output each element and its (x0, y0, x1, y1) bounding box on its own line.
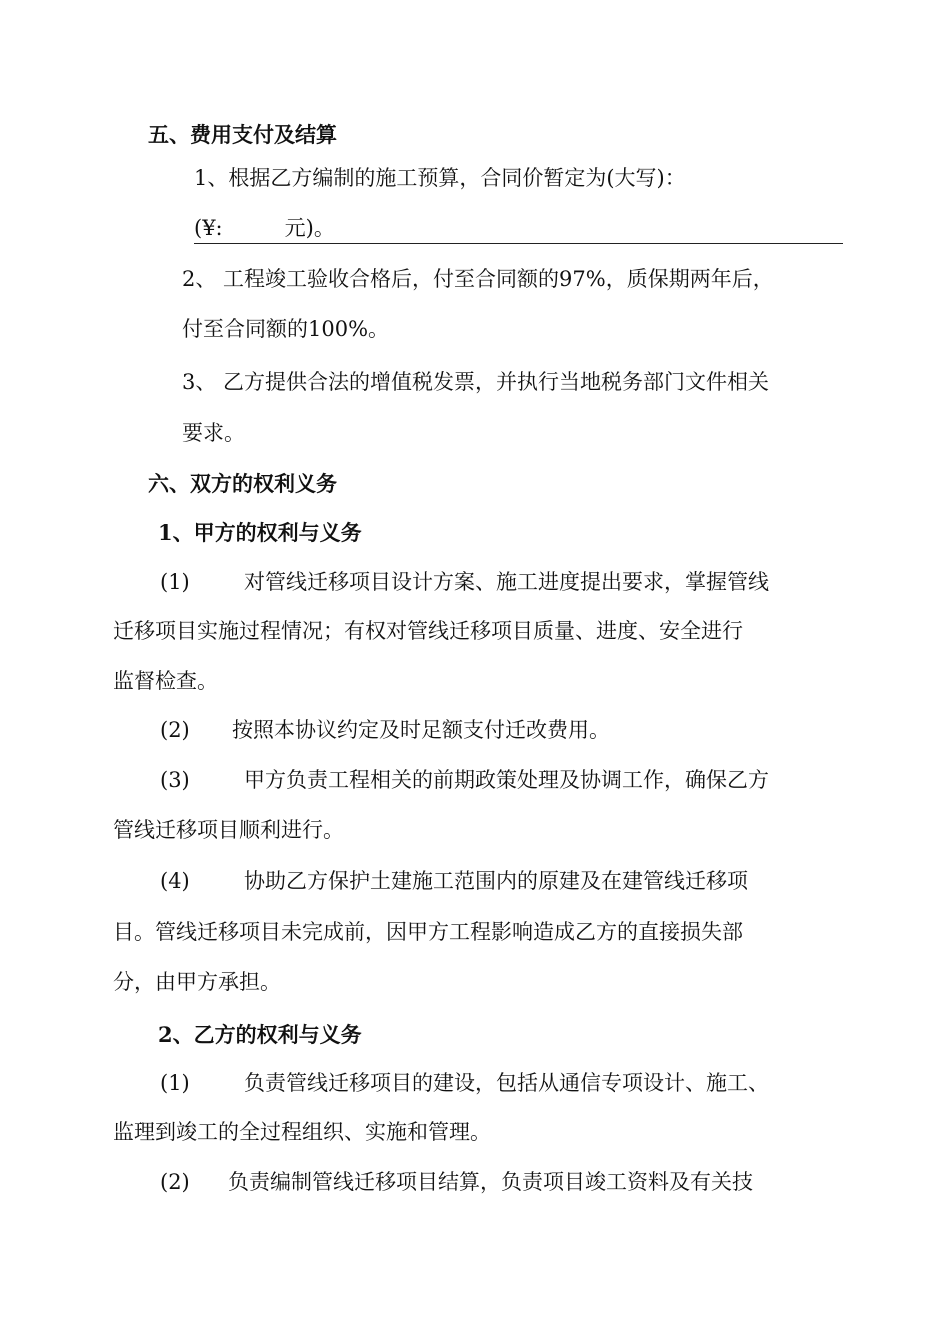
a-item-3-line-1 (160, 770, 769, 791)
price-suffix: 元)。 (284, 216, 335, 240)
price-underline (194, 243, 843, 244)
b-item-1-text: 负责管线迁移项目的建设，包括从通信专项设计、施工、 (244, 1071, 769, 1095)
b-item-1-line-2: 监理到竣工的全过程组织、实施和管理。 (113, 1120, 491, 1144)
b-item-2-number: (2) (160, 1170, 190, 1194)
a-item-4-text: 协助乙方保护土建施工范围内的原建及在建管线迁移项 (244, 869, 748, 893)
a-item-1-text: 对管线迁移项目设计方案、施工进度提出要求，掌握管线 (244, 570, 769, 594)
b-item-1-line-1 (160, 1073, 769, 1094)
a-item-4-line-1 (160, 871, 748, 892)
s5-item-1-line-1: 1、根据乙方编制的施工预算，合同价暂定为(大写)： (194, 166, 686, 190)
a-item-1-line-1 (160, 572, 769, 593)
a-item-4-number: (4) (160, 869, 190, 893)
a-item-1-line-2: 迁移项目实施过程情况；有权对管线迁移项目质量、进度、安全进行 (113, 619, 743, 643)
s5-item-3-line-1: 3、 乙方提供合法的增值税发票，并执行当地税务部门文件相关 (182, 370, 770, 394)
party-a-heading: 1、甲方的权利与义务 (158, 520, 362, 545)
s5-item-2-line-2: 付至合同额的100%。 (182, 317, 390, 341)
a-item-3-text: 甲方负责工程相关的前期政策处理及协调工作，确保乙方 (244, 768, 769, 792)
a-item-3-line-2: 管线迁移项目顺利进行。 (113, 818, 344, 842)
s5-item-2-line-1: 2、 工程竣工验收合格后，付至合同额的97%，质保期两年后， (182, 267, 774, 291)
a-item-2-line-1 (160, 720, 610, 741)
section-5-heading: 五、费用支付及结算 (148, 122, 337, 147)
a-item-4-line-2: 目。管线迁移项目未完成前，因甲方工程影响造成乙方的直接损失部 (113, 920, 743, 944)
a-item-2-text: 按照本协议约定及时足额支付迁改费用。 (232, 718, 610, 742)
a-item-3-number: (3) (160, 768, 190, 792)
b-item-2-line-1 (160, 1172, 753, 1193)
a-item-4-line-3: 分，由甲方承担。 (113, 970, 281, 994)
s5-item-1-line-2 (194, 218, 335, 239)
a-item-1-number: (1) (160, 570, 190, 594)
s5-item-3-line-2: 要求。 (182, 421, 245, 445)
section-6-heading: 六、双方的权利义务 (148, 471, 337, 496)
b-item-1-number: (1) (160, 1071, 190, 1095)
b-item-2-text: 负责编制管线迁移项目结算，负责项目竣工资料及有关技 (228, 1170, 753, 1194)
a-item-1-line-3: 监督检查。 (113, 669, 218, 693)
party-b-heading: 2、乙方的权利与义务 (158, 1022, 362, 1047)
price-prefix: (¥: (194, 216, 223, 240)
a-item-2-number: (2) (160, 718, 190, 742)
